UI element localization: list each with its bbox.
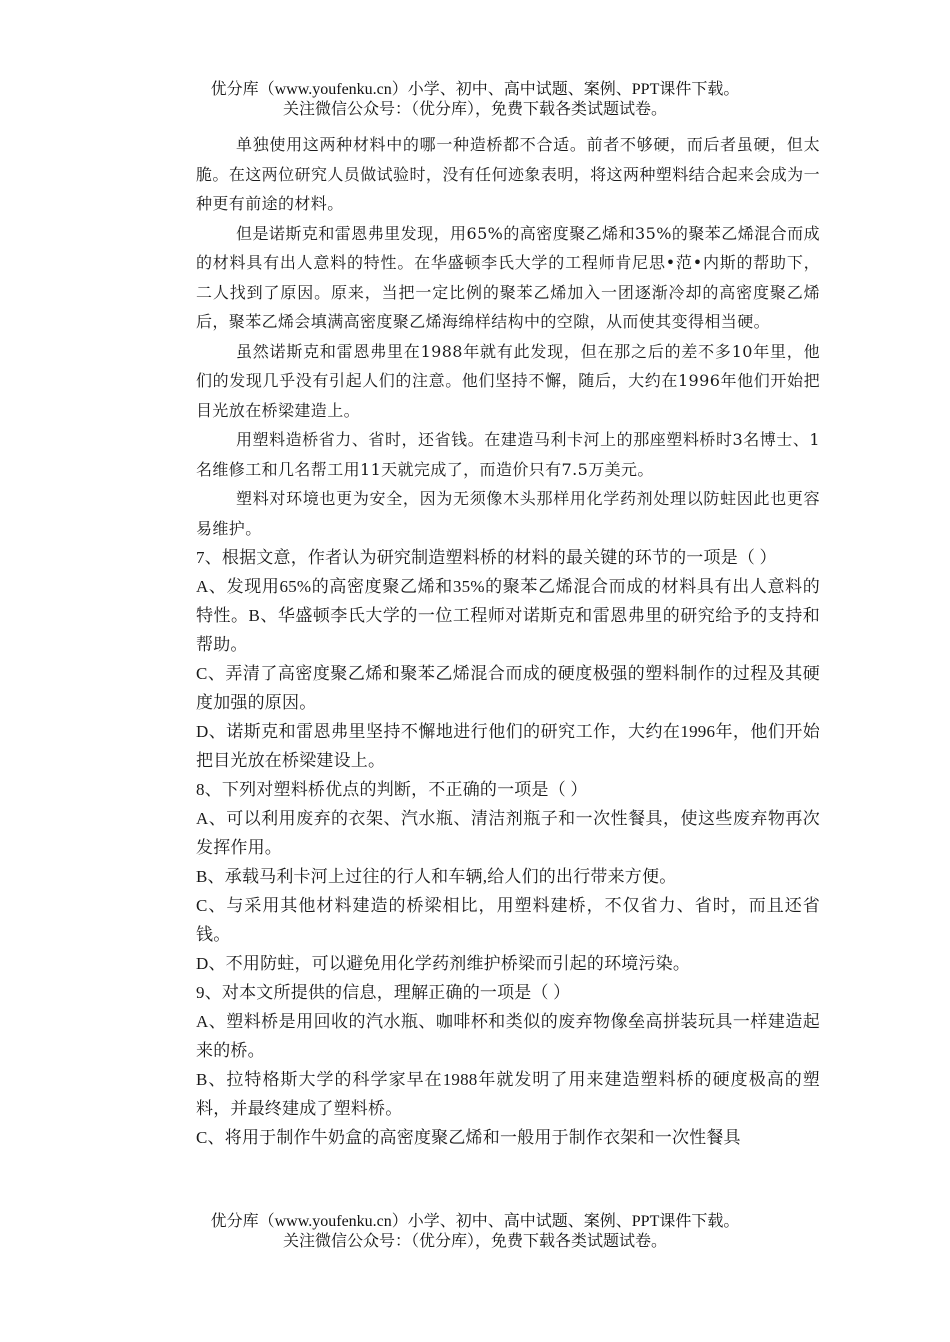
footer-line-1: 优分库（www.youfenku.cn）小学、初中、高中试题、案例、PPT课件下载。: [210, 1213, 740, 1230]
question-8-option-b: B、承载马利卡河上过往的行人和车辆,给人们的出行带来方便。: [196, 867, 677, 886]
question-8-option-d: D、不用防蛀，可以避免用化学药剂维护桥梁而引起的环境污染。: [196, 954, 691, 973]
question-9-option-c: C、将用于制作牛奶盒的高密度聚乙烯和一般用于制作衣架和一次性餐具: [196, 1128, 741, 1147]
header-line-1: 优分库（www.youfenku.cn）小学、初中、高中试题、案例、PPT课件下载。: [210, 81, 740, 98]
page-footer: [0, 1212, 950, 1252]
page-header: [0, 80, 950, 120]
paragraph-4: 用塑料造桥省力、省时，还省钱。在建造马利卡河上的那座塑料桥时3名博士、1名维修工和几名帮工用11天就完成了，而造价只有7.5万美元。: [196, 430, 820, 479]
question-7: 7、根据文意，作者认为研究制造塑料桥的材料的最关键的环节的一项是（ ）: [196, 548, 777, 567]
paragraph-3: 虽然诺斯克和雷恩弗里在1988年就有此发现，但在那之后的差不多10年里，他们的发现几乎没有引起人们的注意。他们坚持不懈，随后，大约在1996年他们开始把目光放在桥梁建造上。: [196, 341, 820, 420]
question-7-option-c: C、弄清了高密度聚乙烯和聚苯乙烯混合而成的硬度极强的塑料制作的过程及其硬度加强的原因。: [196, 664, 820, 712]
question-7-option-a-b: A、发现用65%的高密度聚乙烯和35%的聚苯乙烯混合而成的材料具有出人意料的特性。B、华盛顿李氏大学的一位工程师对诺斯克和雷恩弗里的研究给予的支持和帮助。: [196, 577, 820, 654]
question-9: 9、对本文所提供的信息，理解正确的一项是（ ）: [196, 983, 571, 1002]
paragraph-5: 塑料对环境也更为安全，因为无须像木头那样用化学药剂处理以防蛀因此也更容易维护。: [196, 489, 820, 538]
paragraph-2: 但是诺斯克和雷恩弗里发现，用65%的高密度聚乙烯和35%的聚苯乙烯混合而成的材料具有出人意料的特性。在华盛顿李氏大学的工程师肯尼思•范•内斯的帮助下，二人找到了原因。原来，当把一定比例的聚苯乙烯加入一团逐渐冷却的高密度聚乙烯后，聚苯乙烯会填满高密度聚乙烯海绵样结构中的空隙，从而使其变得相当硬。: [196, 223, 820, 331]
question-7-option-d: D、诺斯克和雷恩弗里坚持不懈地进行他们的研究工作，大约在1996年，他们开始把目光放在桥梁建设上。: [196, 722, 820, 770]
question-8-option-c: C、与采用其他材料建造的桥梁相比，用塑料建桥，不仅省力、省时，而且还省钱。: [196, 896, 820, 944]
paragraph-1: 单独使用这两种材料中的哪一种造桥都不合适。前者不够硬，而后者虽硬，但太脆。在这两位研究人员做试验时，没有任何迹象表明，将这两种塑料结合起来会成为一种更有前途的材料。: [196, 135, 820, 213]
question-9-option-b: B、拉特格斯大学的科学家早在1988年就发明了用来建造塑料桥的硬度极高的塑料，并最终建成了塑料桥。: [196, 1070, 820, 1118]
document-body: [196, 130, 820, 1152]
header-line-2: 关注微信公众号：（优分库），免费下载各类试题试卷。: [282, 101, 667, 118]
footer-line-2: 关注微信公众号：（优分库），免费下载各类试题试卷。: [282, 1233, 667, 1250]
question-8-option-a: A、可以利用废弃的衣架、汽水瓶、清洁剂瓶子和一次性餐具，使这些废弃物再次发挥作用。: [196, 809, 820, 857]
question-8: 8、下列对塑料桥优点的判断，不正确的一项是（ ）: [196, 780, 588, 799]
question-9-option-a: A、塑料桥是用回收的汽水瓶、咖啡杯和类似的废弃物像垒高拼装玩具一样建造起来的桥。: [196, 1012, 820, 1060]
